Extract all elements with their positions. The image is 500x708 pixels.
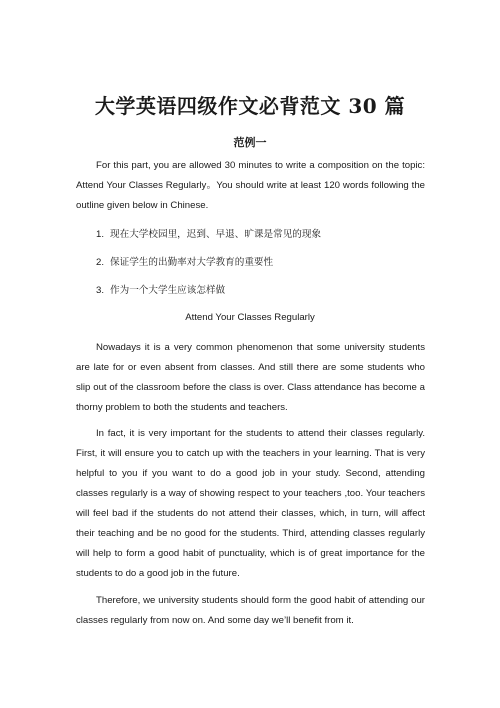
outline-item-2: [96, 255, 273, 271]
outline-text: 作为一个大学生应该怎样做: [110, 285, 226, 296]
outline-text: 现在大学校园里，迟到、早退、旷课是常见的现象: [110, 229, 322, 240]
outline-text: 保证学生的出勤率对大学教育的重要性: [110, 257, 274, 268]
document-title: 大学英语四级作文必背范文 30 篇: [94, 94, 406, 118]
essay-paragraph-3: Therefore, we university students should form the good habit of attending our classes regularly from now on. And some day we’ll benefit from it.: [76, 595, 425, 626]
example-heading: 范例一: [233, 137, 267, 149]
outline-item-3: [96, 283, 225, 299]
outline-number: 3.: [96, 285, 105, 296]
essay-paragraph-2: In fact, it is very important for the students to attend their classes regularly. First, it will ensure you to catch up with the teachers in your learning. That is very helpful to you if you want to do a good job in your study. Second, attending classes regularly is a way of showing respect to your teachers ,too. Your teachers will feel bad if the students do not attend their classes, which, in turn, will affect their teaching and be no good for the students. Third, attending classes regularly will help to form a good habit of punctuality, which is of great importance for the students to do a good job in the future.: [76, 428, 425, 579]
outline-item-1: [96, 227, 321, 243]
essay-paragraph-1: Nowadays it is a very common phenomenon that some university students are late for or even absent from classes. And still there are some students who slip out of the classroom before the class is over. Class attendance has become a thorny problem to both the students and teachers.: [76, 342, 425, 413]
intro-paragraph: For this part, you are allowed 30 minutes to write a composition on the topic: Attend Your Classes Regularly。You should write at least 120 words following the outline given below in Chinese.: [76, 160, 425, 211]
outline-number: 1.: [96, 229, 105, 240]
outline-number: 2.: [96, 257, 105, 268]
essay-title: Attend Your Classes Regularly: [185, 312, 315, 323]
